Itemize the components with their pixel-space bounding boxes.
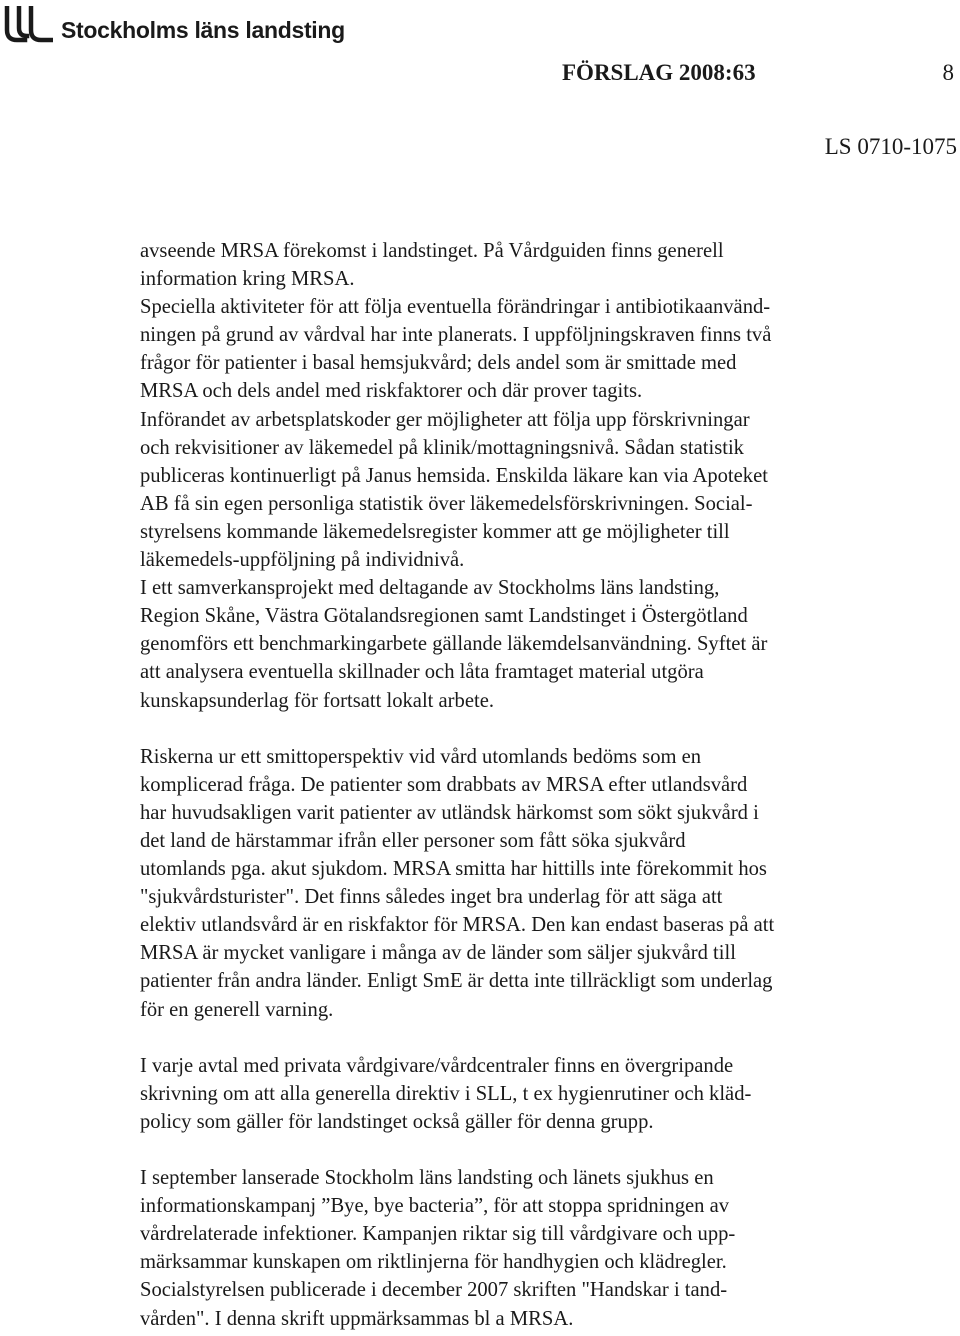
text-line: märksammar kunskapen om riktlinjerna för handhygien och klädregler. bbox=[140, 1251, 727, 1274]
text-line: utomlands pga. akut sjukdom. MRSA smitta har hittills inte förekommit hos bbox=[140, 858, 767, 881]
text-line: elektiv utlandsvård är en riskfaktor för MRSA. Den kan endast baseras på att bbox=[140, 914, 775, 937]
text-line: genomförs ett benchmarkingarbete gällande läkemdelsanvändning. Syftet är bbox=[140, 633, 768, 656]
text-line: Införandet av arbetsplatskoder ger möjligheter att följa upp förskrivningar bbox=[140, 408, 750, 431]
text-line: styrelsens kommande läkemedelsregister kommer att ge möjligheter till bbox=[140, 520, 730, 543]
sll-logo-icon bbox=[3, 6, 53, 46]
text-line: I varje avtal med privata vårdgivare/vårdcentraler finns en övergripande bbox=[140, 1054, 734, 1077]
text-line: information kring MRSA. bbox=[140, 268, 355, 291]
paragraph-gap bbox=[140, 1136, 900, 1164]
text-line: AB få sin egen personliga statistik över läkemedelsförskrivningen. Social- bbox=[140, 492, 753, 515]
text-line: vården". I denna skrift uppmärksammas bl a MRSA. bbox=[140, 1307, 574, 1330]
page-number: 8 bbox=[942, 60, 954, 85]
logo bbox=[3, 6, 345, 46]
text-line: skrivning om att alla generella direktiv i SLL, t ex hygienrutiner och kläd- bbox=[140, 1082, 752, 1105]
text-line: komplicerad fråga. De patienter som drabbats av MRSA efter utlandsvård bbox=[140, 773, 748, 796]
text-line: avseende MRSA förekomst i landstinget. På Vårdguiden finns generell bbox=[140, 240, 724, 262]
text-line: MRSA och dels andel med riskfaktorer och där prover tagits. bbox=[140, 380, 643, 403]
text-line: I september lanserade Stockholm läns landsting och länets sjukhus en bbox=[140, 1167, 714, 1190]
text-line: kunskapsunderlag för fortsatt lokalt arbete. bbox=[140, 689, 494, 712]
document-reference: LS 0710-1075 bbox=[824, 134, 957, 159]
text-line: läkemedels-uppföljning på individnivå. bbox=[140, 549, 465, 572]
text-line: för en generell varning. bbox=[140, 998, 334, 1021]
text-line: patienter från andra länder. Enligt SmE är detta inte tillräckligt som underlag bbox=[140, 970, 773, 993]
paragraph-gap bbox=[140, 715, 900, 743]
logo-text: Stockholms läns landsting bbox=[61, 16, 345, 43]
text-line: MRSA är mycket vanligare i många av de länder som säljer sjukvård till bbox=[140, 942, 736, 965]
paragraph-gap bbox=[140, 1024, 900, 1052]
text-line: och rekvisitioner av läkemedel på klinik/mottagningsnivå. Sådan statistik bbox=[140, 436, 744, 459]
text-line: Speciella aktiviteter för att följa eventuella förändringar i antibiotikaanvänd- bbox=[140, 296, 771, 319]
text-line: I ett samverkansprojekt med deltagande av Stockholms läns landsting, bbox=[140, 577, 720, 600]
text-line: informationskampanj ”Bye, bye bacteria”, för att stoppa spridningen av bbox=[140, 1195, 730, 1218]
text-line: "sjukvårdsturister". Det finns således inget bra underlag för att säga att bbox=[140, 886, 723, 909]
text-line: vårdrelaterade infektioner. Kampanjen riktar sig till vårdgivare och upp- bbox=[140, 1223, 736, 1246]
text-line: Riskerna ur ett smittoperspektiv vid vård utomlands bedöms som en bbox=[140, 745, 702, 768]
text-line: ningen på grund av vårdval har inte planerats. I uppföljningskraven finns två bbox=[140, 324, 772, 347]
text-line: det land de härstammar ifrån eller personer som fått söka sjukvård bbox=[140, 829, 686, 852]
text-line: policy som gäller för landstinget också gäller för denna grupp. bbox=[140, 1110, 654, 1133]
text-line: har huvudsakligen varit patienter av utländsk härkomst som sökt sjukvård i bbox=[140, 801, 759, 824]
body-text bbox=[140, 237, 900, 1333]
text-line: Socialstyrelsen publicerade i december 2007 skriften "Handskar i tand- bbox=[140, 1279, 728, 1302]
text-line: Region Skåne, Västra Götalandsregionen samt Landstinget i Östergötland bbox=[140, 605, 748, 628]
text-line: att analysera eventuella skillnader och låta framtaget material utgöra bbox=[140, 661, 704, 684]
text-line: publiceras kontinuerligt på Janus hemsida. Enskilda läkare kan via Apoteket bbox=[140, 464, 768, 487]
text-line: frågor för patienter i basal hemsjukvård; dels andel som är smittade med bbox=[140, 352, 737, 375]
document-title: FÖRSLAG 2008:63 bbox=[562, 60, 756, 85]
